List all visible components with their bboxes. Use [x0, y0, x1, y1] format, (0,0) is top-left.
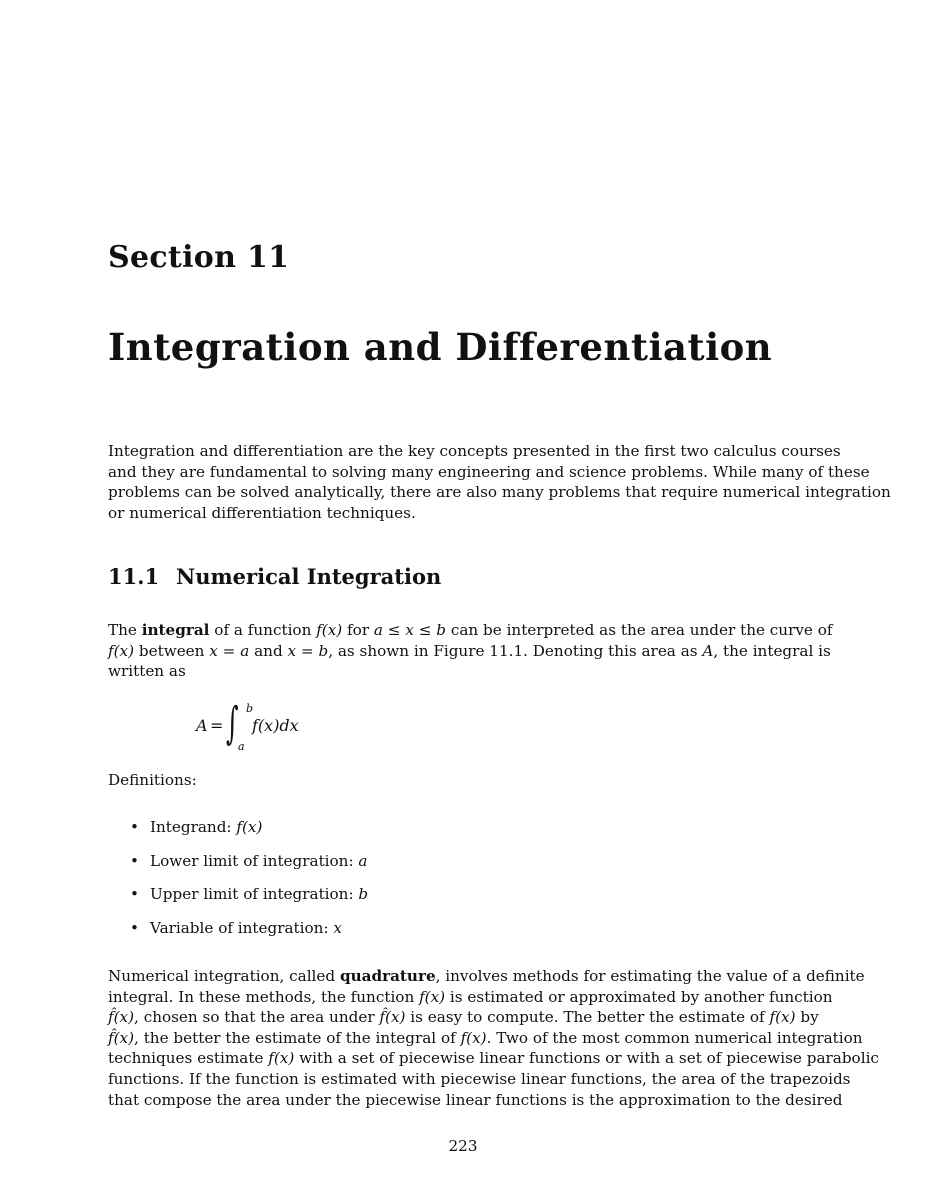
paragraph-line: techniques estimate f(x) with a set of piecewise linear functions or with a set of piecewise parabolic [108, 1049, 879, 1068]
definitions-label: Definitions: [108, 771, 197, 789]
subsection-number: 11.1 [108, 564, 160, 589]
paragraph-line: written as [108, 662, 186, 681]
paragraph-line: integral. In these methods, the function f(x) is estimated or approximated by another function [108, 987, 833, 1006]
page-number: 223 [448, 1137, 478, 1155]
integral-equation [196, 700, 396, 760]
paragraph-line: f̂(x), the better the estimate of the integral of f(x). Two of the most common numerical integration [108, 1028, 863, 1047]
integral-paragraph [108, 620, 833, 682]
subsection-title: Numerical Integration [176, 564, 442, 589]
list-item: • Integrand: f(x) [130, 818, 263, 836]
integrand: f(x)dx [252, 716, 299, 735]
equation-equals: = [210, 716, 224, 735]
bullet-icon: • [130, 818, 139, 836]
bullet-icon: • [130, 918, 139, 937]
intro-line: problems can be solved analytically, there are also many problems that require numerical integration [108, 483, 891, 502]
definitions-list [130, 818, 368, 952]
paragraph-line: f(x) between x = a and x = b, as shown in Figure 11.1. Denoting this area as A, the integral is [108, 641, 831, 660]
quadrature-paragraph [108, 966, 879, 1110]
intro-paragraph [108, 441, 891, 523]
term-integral: integral [141, 621, 210, 639]
paragraph-line: f̂(x), chosen so that the area under f̂(x) is easy to compute. The better the estimate of f(x) by [108, 1008, 819, 1027]
intro-line: Integration and differentiation are the key concepts presented in the first two calculus courses [108, 442, 841, 460]
paragraph-line: functions. If the function is estimated with piecewise linear functions, the area of the trapezoids [108, 1069, 851, 1088]
list-item: • Variable of integration: x [130, 918, 342, 937]
paragraph-line: Numerical integration, called quadrature, involves methods for estimating the value of a definite [108, 967, 865, 985]
integral-sign: ∫ [226, 698, 239, 749]
chapter-title: Integration and Differentiation [108, 325, 773, 369]
list-item: • Upper limit of integration: b [130, 885, 369, 903]
paragraph-line: that compose the area under the piecewise linear functions is the approximation to the desired [108, 1090, 843, 1109]
list-item: • Lower limit of integration: a [130, 851, 368, 870]
subsection-heading [108, 564, 441, 589]
paragraph-line: The integral of a function f(x) for a ≤ x ≤ b can be interpreted as the area under the curve of [108, 621, 833, 639]
section-label: Section 11 [108, 240, 290, 275]
equation-lhs: A [196, 716, 208, 735]
bullet-icon: • [130, 885, 139, 903]
intro-line: or numerical differentiation techniques. [108, 503, 416, 522]
lower-limit: a [238, 740, 245, 753]
intro-line: and they are fundamental to solving many engineering and science problems. While many of these [108, 462, 870, 481]
upper-limit: b [246, 702, 254, 715]
term-quadrature: quadrature [339, 967, 436, 985]
bullet-icon: • [130, 851, 139, 870]
